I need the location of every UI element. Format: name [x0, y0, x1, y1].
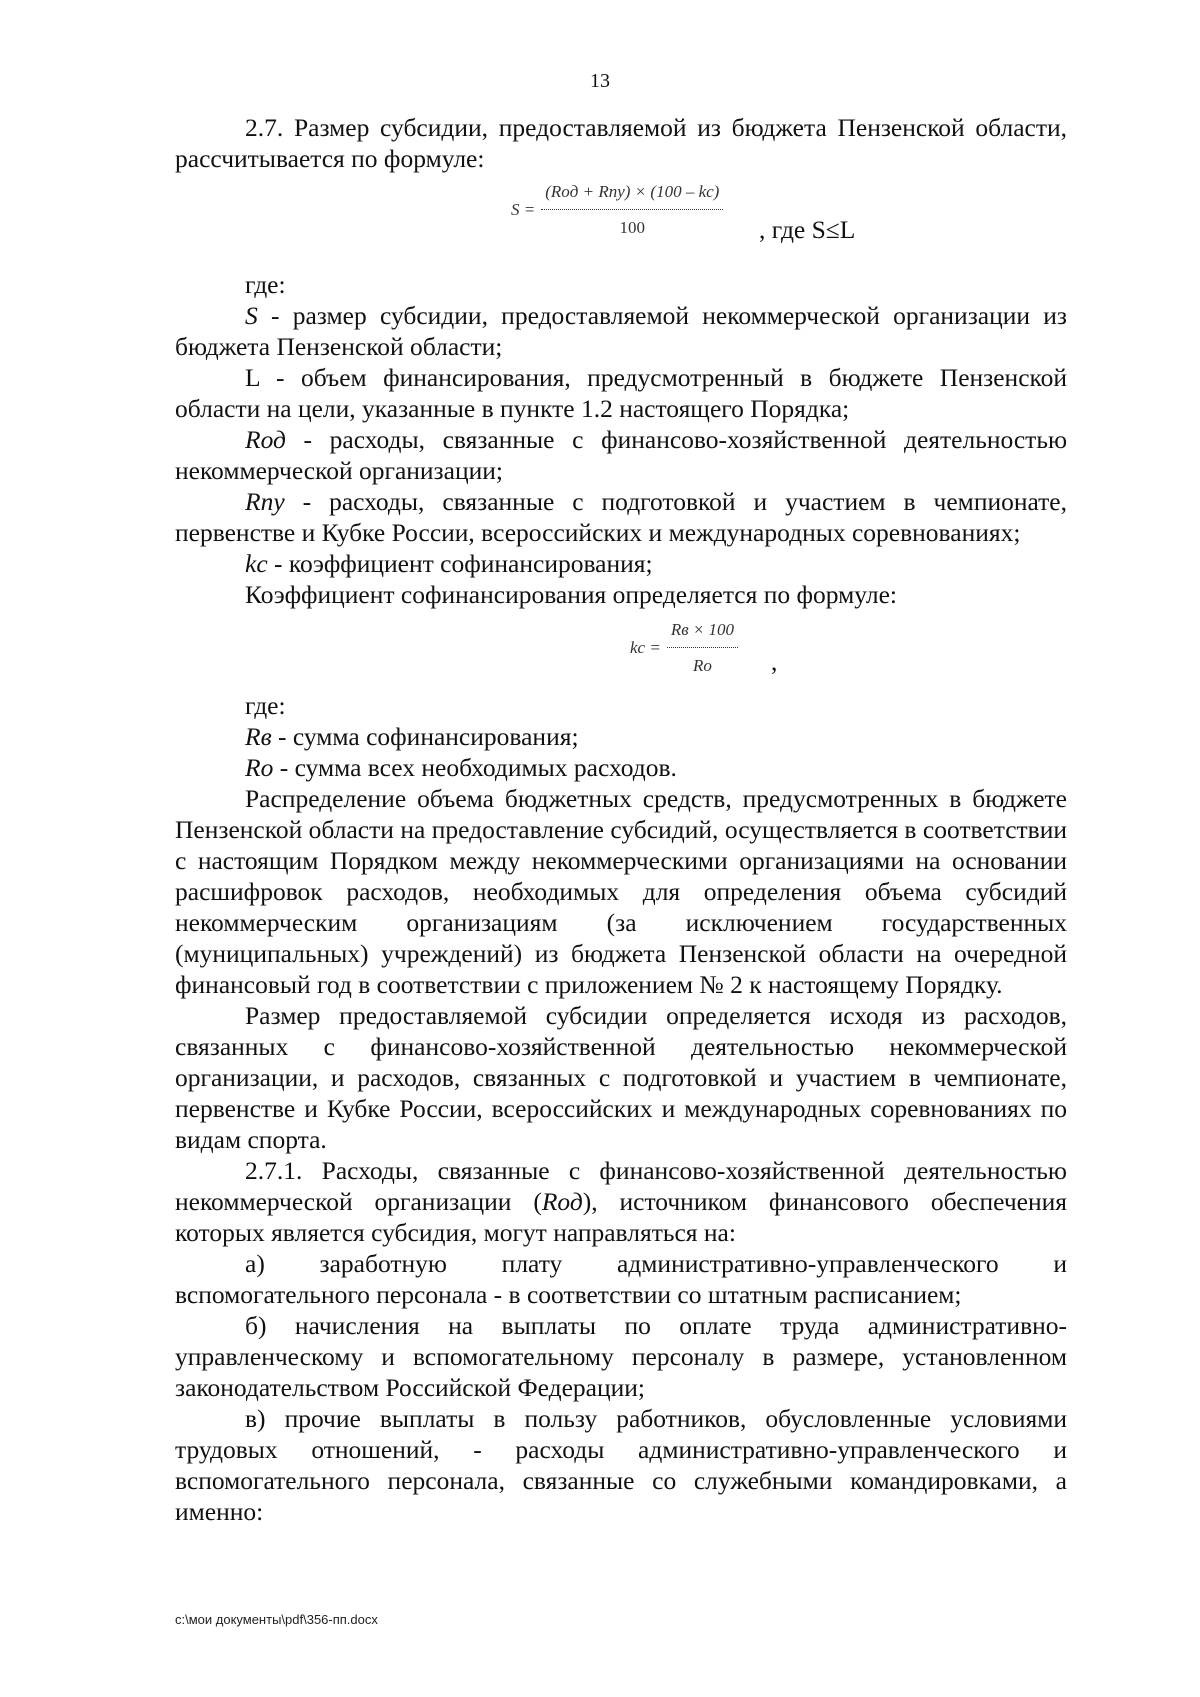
definition-s	[175, 300, 1067, 362]
formula-numerator: (Roд + Rny) × (100 – kc)	[541, 176, 723, 210]
formula2-fraction	[667, 614, 738, 681]
formula-lhs: S =	[511, 200, 536, 219]
paragraph-2-7-1-before: 2.7.1. Расходы, связанные с финансово-хозяйственной деятельностью некоммерческой организации (	[175, 1156, 1067, 1216]
formula-denominator: 100	[619, 218, 646, 237]
formula2-lhs: kc =	[630, 638, 661, 657]
where-label: где:	[245, 270, 286, 299]
definition-l	[175, 362, 1067, 424]
paragraph-2-7-1	[175, 1155, 1067, 1248]
list-item-b: б) начисления на выплаты по оплате труда административно-управленческому и вспомогательному персоналу в размере, установленном законодательством Российской Федерации;	[175, 1311, 1067, 1402]
definition-rod	[175, 424, 1067, 486]
footer-file-path: c:\мои документы\pdf\356-пп.docx	[175, 1612, 378, 1627]
paragraph-2-7: 2.7. Размер субсидии, предоставляемой из бюджета Пензенской области, рассчитывается по формуле:	[175, 113, 1067, 173]
definition-rv-text: - сумма софинансирования;	[271, 722, 579, 751]
formula-condition: , где S≤L	[759, 215, 856, 244]
symbol-s: S	[245, 301, 258, 330]
cofinancing-formula	[175, 610, 1067, 690]
symbol-kc: kc	[245, 549, 268, 578]
symbol-rod-inline: Rод	[541, 1187, 583, 1216]
subsidy-formula-expression	[511, 176, 723, 243]
list-item-v: в) прочие выплаты в пользу работников, обусловленные условиями трудовых отношений, - расходы административно-управленческого и вспомогательного персонала, связанные со служебными командировками, а именно:	[175, 1404, 1067, 1526]
definition-kc	[175, 548, 1067, 579]
definition-kc-text: - коэффициент софинансирования;	[267, 549, 653, 578]
subsidy-formula	[175, 174, 1067, 269]
formula2-numerator: Rв × 100	[667, 614, 738, 648]
document-body	[175, 112, 1067, 1527]
formula2-denominator: Ro	[692, 656, 712, 675]
definition-s-text: - размер субсидии, предоставляемой некоммерческой организации из бюджета Пензенской области;	[175, 301, 1067, 361]
definition-rpu-text: - расходы, связанные с подготовкой и участием в чемпионате, первенстве и Кубке России, всероссийских и международных соревнованиях;	[175, 487, 1067, 547]
cofinancing-formula-expression	[630, 614, 738, 681]
definition-ro	[175, 752, 1067, 783]
page-number: 13	[590, 70, 610, 92]
symbol-rv: Rв	[245, 722, 272, 751]
formula-fraction	[541, 176, 723, 243]
definition-rv	[175, 721, 1067, 752]
coefficient-intro: Коэффициент софинансирования определяется по формуле:	[245, 580, 898, 609]
symbol-ro: Ro	[245, 753, 274, 782]
symbol-rod: Rод	[245, 425, 286, 454]
symbol-rpu: Rпу	[245, 487, 285, 516]
definition-l-text: - объем финансирования, предусмотренный в бюджете Пензенской области на цели, указанные в пункте 1.2 настоящего Порядка;	[175, 363, 1067, 423]
paragraph-subsidy-size: Размер предоставляемой субсидии определяется исходя из расходов, связанных с финансово-хозяйственной деятельностью некоммерческой организации, и расходов, связанных с подготовкой и участием в чемпионате, первенстве и Кубке России, всероссийских и международных соревнованиях по видам спорта.	[175, 1001, 1067, 1154]
definition-rpu	[175, 486, 1067, 548]
definition-ro-text: - сумма всех необходимых расходов.	[273, 753, 677, 782]
where-label-2: где:	[245, 691, 286, 720]
definition-rod-text: - расходы, связанные с финансово-хозяйственной деятельностью некоммерческой организации;	[175, 425, 1067, 485]
paragraph-distribution: Распределение объема бюджетных средств, предусмотренных в бюджете Пензенской области на предоставление субсидий, осуществляется в соответствии с настоящим Порядком между некоммерческими организациями на основании расшифровок расходов, необходимых для определения объема субсидий некоммерческим организациям (за исключением государственных (муниципальных) учреждений) из бюджета Пензенской области на очередной финансовый год в соответствии с приложением № 2 к настоящему Порядку.	[175, 784, 1067, 999]
formula2-tail: ,	[771, 647, 778, 676]
paragraph-2-7-1-after: ), источником финансового обеспечения которых является субсидия, могут направляться на:	[175, 1187, 1067, 1247]
list-item-a: а) заработную плату административно-управленческого и вспомогательного персонала - в соответствии со штатным расписанием;	[175, 1249, 1067, 1309]
symbol-l: L	[245, 363, 260, 392]
